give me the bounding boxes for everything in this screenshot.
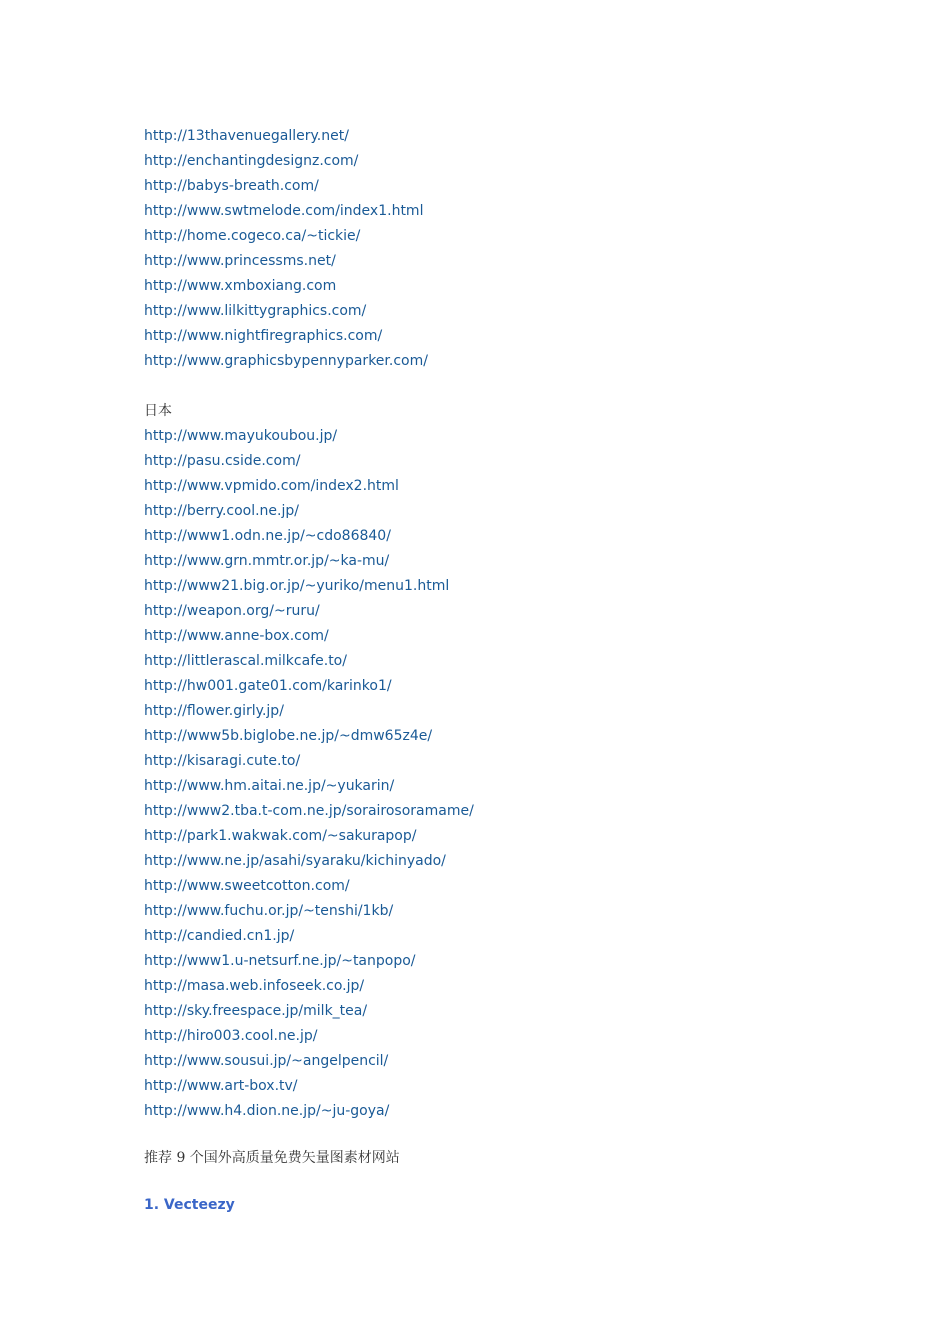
link-group2-20[interactable]: http://candied.cn1.jp/: [144, 928, 295, 944]
link-group1-8[interactable]: http://www.nightfiregraphics.com/: [144, 328, 383, 344]
link-group1-9[interactable]: http://www.graphicsbypennyparker.com/: [144, 353, 428, 369]
link-group2-24[interactable]: http://hiro003.cool.ne.jp/: [144, 1028, 318, 1044]
link-list-group-1: [144, 124, 864, 374]
link-group1-1[interactable]: http://enchantingdesignz.com/: [144, 153, 359, 169]
blank-line: [144, 374, 864, 399]
link-group1-4[interactable]: http://home.cogeco.ca/~tickie/: [144, 228, 361, 244]
link-group2-0[interactable]: http://www.mayukoubou.jp/: [144, 428, 338, 444]
link-group2-16[interactable]: http://park1.wakwak.com/~sakurapop/: [144, 828, 417, 844]
link-group2-11[interactable]: http://flower.girly.jp/: [144, 703, 284, 719]
recommend-text: 推荐 9 个国外高质量免费矢量图素材网站: [144, 1150, 400, 1166]
link-group2-7[interactable]: http://weapon.org/~ruru/: [144, 603, 320, 619]
link-group1-7[interactable]: http://www.lilkittygraphics.com/: [144, 303, 367, 319]
link-group2-1[interactable]: http://pasu.cside.com/: [144, 453, 301, 469]
link-group2-13[interactable]: http://kisaragi.cute.to/: [144, 753, 301, 769]
link-group2-17[interactable]: http://www.ne.jp/asahi/syaraku/kichinyado/: [144, 853, 446, 869]
link-group1-6[interactable]: http://www.xmboxiang.com: [144, 278, 337, 294]
link-group1-2[interactable]: http://babys-breath.com/: [144, 178, 319, 194]
link-list-group-2: [144, 424, 864, 1124]
link-group2-22[interactable]: http://masa.web.infoseek.co.jp/: [144, 978, 365, 994]
link-group2-12[interactable]: http://www5b.biglobe.ne.jp/~dmw65z4e/: [144, 728, 433, 744]
link-group2-2[interactable]: http://www.vpmido.com/index2.html: [144, 478, 399, 494]
link-group1-0[interactable]: http://13thavenuegallery.net/: [144, 128, 349, 144]
link-group2-3[interactable]: http://berry.cool.ne.jp/: [144, 503, 299, 519]
japan-heading: 日本: [144, 403, 172, 419]
link-group2-5[interactable]: http://www.grn.mmtr.or.jp/~ka-mu/: [144, 553, 390, 569]
link-group2-4[interactable]: http://www1.odn.ne.jp/~cdo86840/: [144, 528, 391, 544]
section-title-vecteezy: 1. Vecteezy: [144, 1197, 235, 1213]
link-group2-26[interactable]: http://www.art-box.tv/: [144, 1078, 298, 1094]
link-group1-3[interactable]: http://www.swtmelode.com/index1.html: [144, 203, 424, 219]
link-group1-5[interactable]: http://www.princessms.net/: [144, 253, 336, 269]
link-group2-25[interactable]: http://www.sousui.jp/~angelpencil/: [144, 1053, 389, 1069]
link-group2-18[interactable]: http://www.sweetcotton.com/: [144, 878, 350, 894]
link-group2-19[interactable]: http://www.fuchu.or.jp/~tenshi/1kb/: [144, 903, 394, 919]
link-group2-21[interactable]: http://www1.u-netsurf.ne.jp/~tanpopo/: [144, 953, 416, 969]
link-group2-14[interactable]: http://www.hm.aitai.ne.jp/~yukarin/: [144, 778, 395, 794]
link-group2-6[interactable]: http://www21.big.or.jp/~yuriko/menu1.html: [144, 578, 450, 594]
link-group2-23[interactable]: http://sky.freespace.jp/milk_tea/: [144, 1003, 368, 1019]
link-group2-27[interactable]: http://www.h4.dion.ne.jp/~ju-goya/: [144, 1103, 390, 1119]
link-group2-8[interactable]: http://www.anne-box.com/: [144, 628, 329, 644]
document-page: [144, 124, 864, 1218]
link-group2-9[interactable]: http://littlerascal.milkcafe.to/: [144, 653, 347, 669]
link-group2-10[interactable]: http://hw001.gate01.com/karinko1/: [144, 678, 392, 694]
link-group2-15[interactable]: http://www2.tba.t-com.ne.jp/sorairosoramame/: [144, 803, 474, 819]
